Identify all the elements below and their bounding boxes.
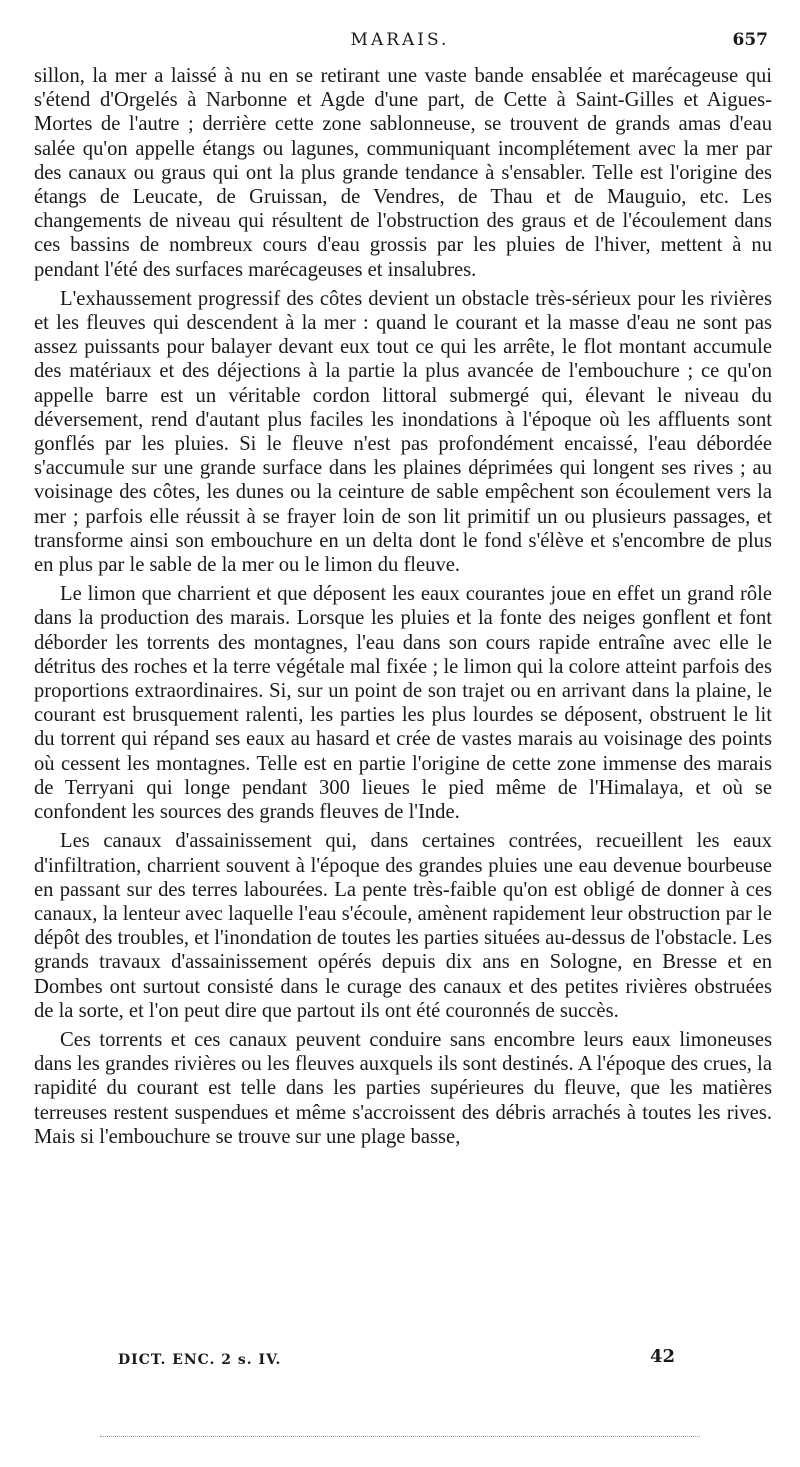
- running-head: [0, 30, 800, 56]
- page-footer: [0, 1346, 800, 1376]
- paragraph-5: Ces torrents et ces canaux peuvent conduire sans encombre leurs eaux limoneuses dans les grandes rivières ou les fleuves auxquels ils sont destinés. A l'époque des crues, la rapidité du courant est telle dans les parties supérieures du fleuve, que les matières terreuses restent suspendues et même s'accroissent des débris arrachés à toutes les rives. Mais si l'embouchure se trouve sur une plage basse,: [34, 1028, 772, 1148]
- article-body: [34, 64, 772, 1149]
- sheet-number: 42: [650, 1346, 676, 1367]
- page-number: 657: [732, 30, 768, 50]
- printer-signature: DICT. ENC. 2 s. IV.: [118, 1352, 282, 1368]
- running-title: MARAIS.: [350, 30, 450, 50]
- paragraph-4: Les canaux d'assainissement qui, dans certaines contrées, recueillent les eaux d'infiltration, charrient souvent à l'époque des grandes pluies une eau devenue bourbeuse en passant sur des terres labourées. La pente très-faible qu'on est obligé de donner à ces canaux, la lenteur avec laquelle l'eau s'écoule, amènent rapidement leur obstruction par le dépôt des troubles, et l'inondation de toutes les parties situées au-dessus de l'obstacle. Les grands travaux d'assainissement opérés depuis dix ans en Sologne, en Bresse et en Dombes ont surtout consisté dans le curage des canaux et des petites rivières obstruées de la sorte, et l'on peut dire que partout ils ont été couronnés de succès.: [34, 830, 772, 1022]
- paragraph-3: Le limon que charrient et que déposent les eaux courantes joue en effet un grand rôle dans la production des marais. Lorsque les pluies et la fonte des neiges gonflent et font déborder les torrents des montagnes, l'eau dans son cours rapide entraîne avec elle le détritus des roches et la terre végétale mal fixée ; le limon qui la colore atteint parfois des proportions extraordinaires. Si, sur un point de son trajet ou en arrivant dans la plaine, le courant est brusquement ralenti, les parties les plus lourdes se déposent, obstruent le lit du torrent qui répand ses eaux au hasard et crée de vastes marais au voisinage des points où cessent les montagnes. Telle est en partie l'origine de cette zone immense des marais de Terryani qui longe pendant 300 lieues le pied même de l'Himalaya, et où se confondent les sources des grands fleuves de l'Inde.: [34, 583, 772, 824]
- bottom-edge-rule: [100, 1436, 700, 1437]
- paragraph-1: sillon, la mer a laissé à nu en se retirant une vaste bande ensablée et marécageuse qui s'étend d'Orgelés à Narbonne et Agde d'une part, de Cette à Saint-Gilles et Aigues-Mortes de l'autre ; derrière cette zone sablonneuse, se trouvent de grands amas d'eau salée qu'on appelle étangs ou lagunes, communiquant incomplétement avec la mer par des canaux ou graus qui ont la plus grande tendance à s'ensabler. Telle est l'origine des étangs de Leucate, de Gruissan, de Vendres, de Thau et de Mauguio, etc. Les changements de niveau qui résultent de l'obstruction des graus et de l'écoulement dans ces bassins de nombreux cours d'eau grossis par les pluies de l'hiver, mettent à nu pendant l'été des surfaces marécageuses et insalubres.: [34, 65, 772, 281]
- paragraph-2: L'exhaussement progressif des côtes devient un obstacle très-sérieux pour les rivières et les fleuves qui descendent à la mer : quand le courant et la masse d'eau ne sont pas assez puissants pour balayer devant eux tout ce qui les arrête, le flot montant accumule des matériaux et des déjections à la partie la plus avancée de l'embouchure ; ce qu'on appelle barre est un véritable cordon littoral submergé qui, élevant le niveau du déversement, rend d'autant plus faciles les inondations à l'époque où les affluents sont gonflés par les pluies. Si le fleuve n'est pas profondément encaissé, l'eau débordée s'accumule sur une grande surface dans les plaines déprimées qui longent ses rives ; au voisinage des côtes, les dunes ou la ceinture de sable empêchent son écoulement vers la mer ; parfois elle réussit à se frayer loin de son lit primitif un ou plusieurs passages, et transforme ainsi son embouchure en un delta dont le fond s'élève et s'encombre de plus en plus par le sable de la mer ou le limon du fleuve.: [34, 287, 772, 577]
